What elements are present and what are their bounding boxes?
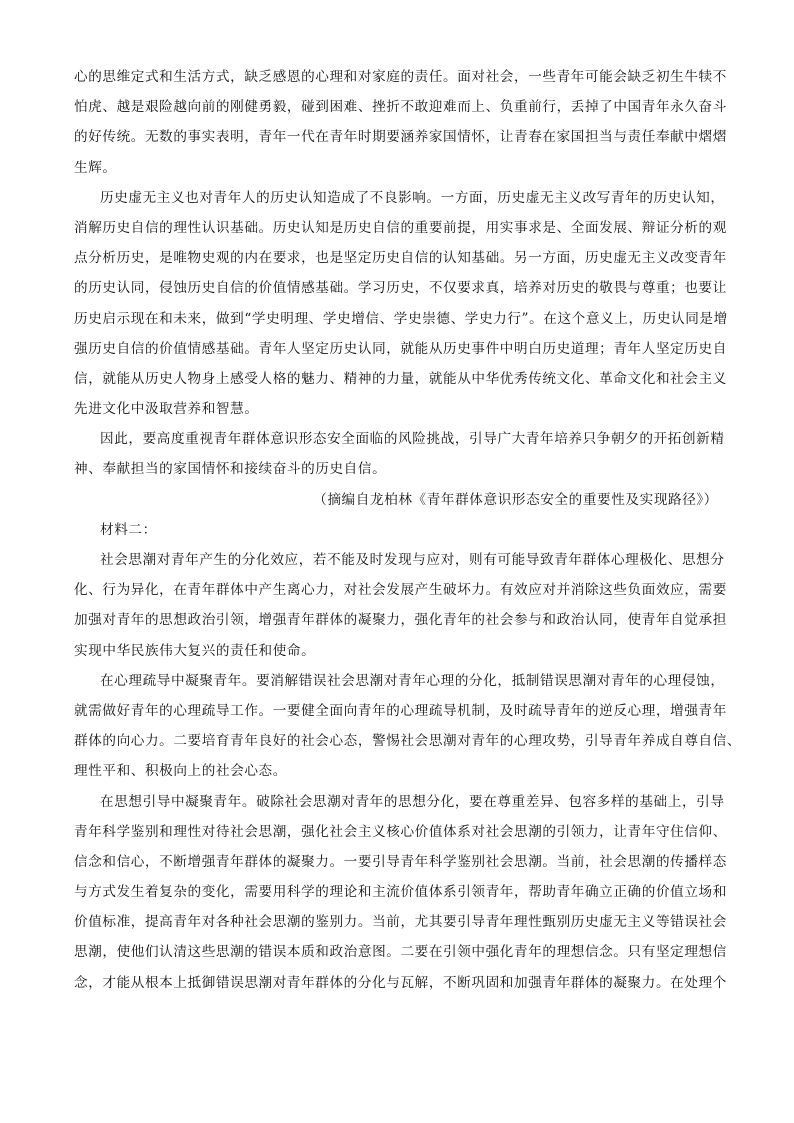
text-line: 心的思维定式和生活方式，缺乏感恩的心理和对家庭的责任。面对社会，一些青年可能会缺乏初生牛犊不 bbox=[74, 69, 727, 85]
text-line: 的好传统。无数的事实表明，青年一代在青年时期要涵养家国情怀，让青春在家国担当与责任奉献中熠熠 bbox=[74, 129, 727, 146]
text-line: 历史启示现在和未来，做到“学史明理、学史增信、学史崇德、学史力行”。在这个意义上，历史认同是增 bbox=[74, 310, 728, 327]
text-line: 信念和信心，不断增强青年群体的凝聚力。一要引导青年科学鉴别社会思潮。当前，社会思潮的传播样态 bbox=[74, 853, 727, 870]
text-line: 生辉。 bbox=[74, 159, 117, 176]
section-heading: 材料二： bbox=[100, 521, 157, 538]
paragraph-first-line: 在思想引导中凝聚青年。破除社会思潮对青年的思想分化，要在尊重差异、包容多样的基础上，引导 bbox=[100, 793, 725, 810]
text-line: 青年科学鉴别和理性对待社会思潮，强化社会主义核心价值体系对社会思潮的引领力，让青年守住信仰、 bbox=[74, 823, 727, 840]
text-line: 信，就能从历史人物身上感受人格的魅力、精神的力量，就能从中华优秀传统文化、革命文化和社会主义 bbox=[74, 370, 727, 387]
paragraph-first-line: 因此，要高度重视青年群体意识形态安全面临的风险挑战，引导广大青年培养只争朝夕的开拓创新精 bbox=[100, 431, 725, 448]
text-line: 念，才能从根本上抵御错误思潮对青年群体的分化与瓦解，不断巩固和加强青年群体的凝聚力。在处理个 bbox=[74, 974, 727, 991]
text-line: 加强对青年的思想政治引领，增强青年群体的凝聚力，强化青年的社会参与和政治认同，使青年自觉承担 bbox=[74, 612, 727, 629]
paragraph-first-line: 在心理疏导中凝聚青年。要消解错误社会思潮对青年心理的分化，抵制错误思潮对青年的心理侵蚀， bbox=[100, 672, 725, 689]
source-citation: （摘编自龙柏林《青年群体意识形态安全的重要性及实现路径》） bbox=[313, 491, 718, 508]
document-body bbox=[74, 62, 742, 998]
paragraph-first-line: 社会思潮对青年产生的分化效应，若不能及时发现与应对，则有可能导致青年群体心理极化、思想分 bbox=[100, 552, 725, 568]
text-line: 化、行为异化，在青年群体中产生离心力，对社会发展产生破坏力。有效应对并消除这些负面效应，需要 bbox=[74, 582, 727, 599]
text-line: 实现中华民族伟大复兴的责任和使命。 bbox=[74, 642, 316, 659]
paragraph-first-line: 历史虚无主义也对青年人的历史认知造成了不良影响。一方面，历史虚无主义改写青年的历史认知， bbox=[100, 189, 725, 206]
text-line: 怕虎、越是艰险越向前的刚健勇毅，碰到困难、挫折不敢迎难而上、负重前行，丢掉了中国青年永久奋斗 bbox=[74, 99, 727, 116]
text-line: 消解历史自信的理性认识基础。历史认知是历史自信的重要前提，用实事求是、全面发展、辩证分析的观 bbox=[74, 219, 727, 236]
text-line: 点分析历史，是唯物史观的内在要求，也是坚定历史自信的认知基础。另一方面，历史虚无主义改变青年 bbox=[74, 250, 727, 267]
text-line: 就需做好青年的心理疏导工作。一要健全面向青年的心理疏导机制，及时疏导青年的逆反心理，增强青年 bbox=[74, 702, 727, 719]
text-line: 强历史自信的价值情感基础。青年人坚定历史认同，就能从历史事件中明白历史道理；青年人坚定历史自 bbox=[74, 340, 727, 357]
text-line: 先进文化中汲取营养和智慧。 bbox=[74, 401, 259, 418]
text-line: 理性平和、积极向上的社会心态。 bbox=[74, 763, 287, 780]
text-line: 价值标准，提高青年对各种社会思潮的鉴别力。当前，尤其要引导青年理性甄别历史虚无主义等错误社会 bbox=[74, 914, 727, 931]
text-line: 群体的向心力。二要培育青年良好的社会心态，警惕社会思潮对青年的心理攻势，引导青年养成自尊自信、 bbox=[74, 733, 742, 750]
text-line: 与方式发生着复杂的变化，需要用科学的理论和主流价值体系引领青年，帮助青年确立正确的价值立场和 bbox=[74, 884, 727, 901]
text-line: 神、奉献担当的家国情怀和接续奋斗的历史自信。 bbox=[74, 461, 387, 478]
text-line: 思潮，使他们认清这些思潮的错误本质和政治意图。二要在引领中强化青年的理想信念。只有坚定理想信 bbox=[74, 944, 727, 961]
text-line: 的历史认同，侵蚀历史自信的价值情感基础。学习历史，不仅要求真，培养对历史的敬畏与尊重；也要让 bbox=[74, 280, 727, 297]
